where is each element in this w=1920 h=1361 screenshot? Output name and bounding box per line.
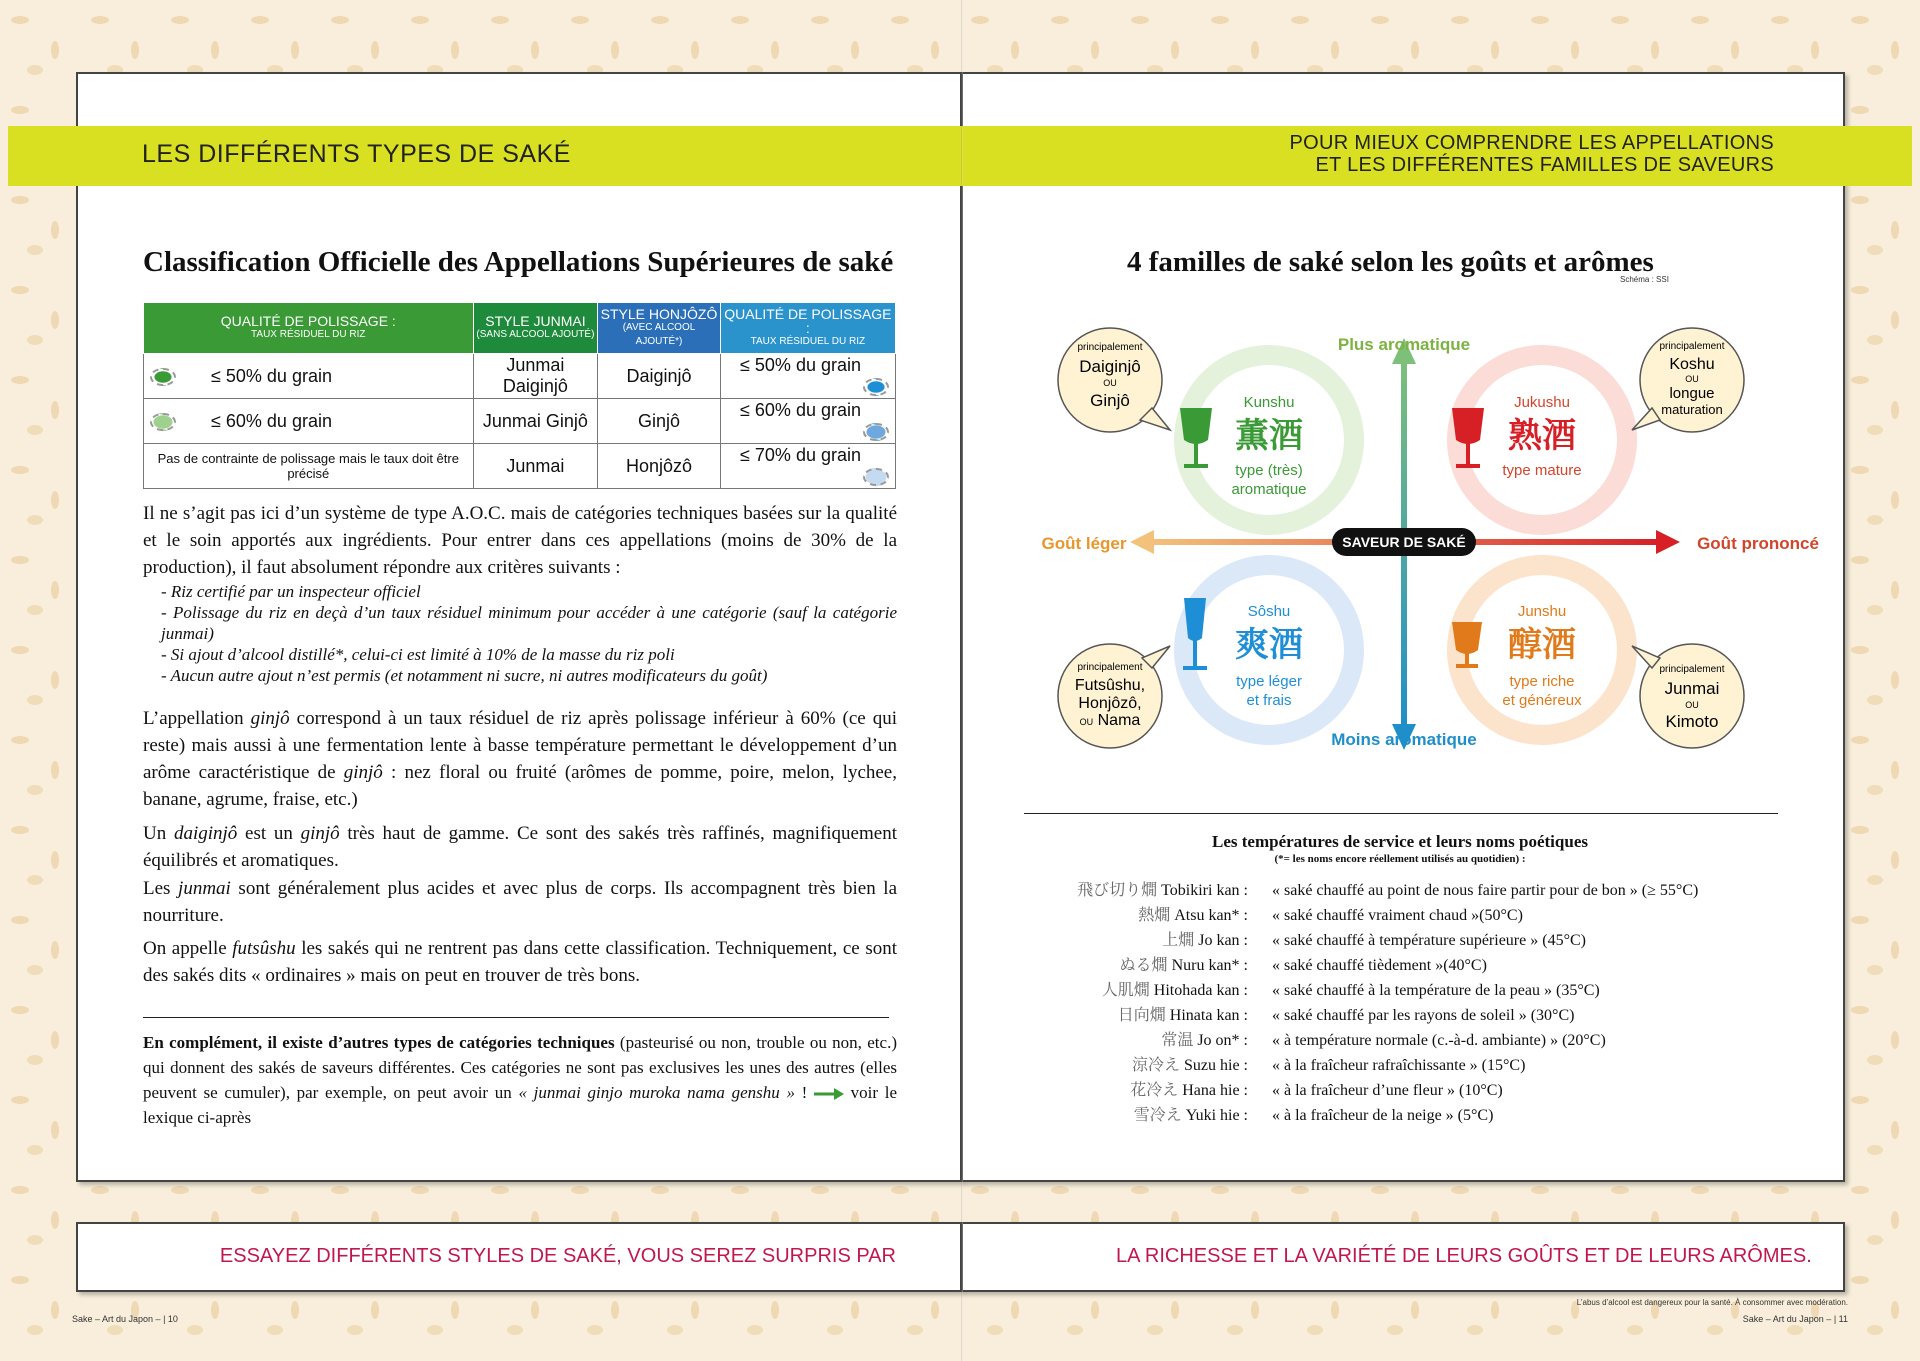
svg-text:principalement: principalement	[1659, 664, 1725, 675]
left-heading: Classification Officielle des Appellations Supérieures de saké	[143, 246, 894, 278]
soshu-name: Sôshu	[1247, 603, 1291, 620]
table-row: ≤ 60% du grain Junmai Ginjô Ginjô ≤ 60% du grain	[144, 399, 896, 444]
intro-paragraph: Il ne s’agit pas ici d’un système de type A.O.C. mais de catégories techniques basées sur la qualité et le soin apportés aux ingrédients. Pour entrer dans ces appellations (moins de 30% de la production), il faut absolument répondre aux critères suivants : - Riz certifié par un inspecteur officiel - Polissage du riz en deçà d’un taux résiduel minimum pour accéder à une catégorie (sauf la catégorie junmai) - Si ajout d’alcool distillé*, celui-ci est limité à 10% de la masse du riz poli - Aucun autre ajout n’est permis (et notamment ni sucre, ni autres modificateurs du goût)	[143, 503, 897, 685]
temperatures-title: Les températures de service et leurs noms poétiques	[1212, 832, 1588, 851]
svg-text:longue: longue	[1669, 385, 1715, 402]
junshu-desc: et généreux	[1502, 692, 1582, 709]
list-item: 花冷え Hana hie : « à la fraîcheur d’une fleur » (10°C)	[1130, 1082, 1503, 1099]
right-heading: 4 familles de saké selon les goûts et arômes	[1127, 246, 1654, 278]
list-item: 涼冷え Suzu hie : « à la fraîcheur rafraîchissante » (15°C)	[1131, 1057, 1526, 1074]
kunshu-kanji: 薫酒	[1235, 416, 1303, 456]
svg-text:maturation: maturation	[1661, 402, 1723, 417]
classification-table	[143, 302, 896, 489]
list-item: 人肌燗 Hitohada kan : « saké chauffé à la température de la peau » (35°C)	[1101, 982, 1600, 999]
arrow-right-icon	[814, 1088, 844, 1100]
svg-text:principalement: principalement	[1659, 341, 1725, 352]
jukushu-kanji: 熟酒	[1508, 416, 1576, 456]
page-number-right: Sake – Art du Japon – | 11	[1742, 1314, 1848, 1324]
rice-grain-icon	[863, 468, 889, 486]
svg-text:Koshu: Koshu	[1669, 356, 1715, 373]
table-row: ≤ 50% du grain Junmai Daiginjô Daiginjô ≤ 50% du grain	[144, 354, 896, 399]
criteria-list: - Riz certifié par un inspecteur officiel - Polissage du riz en deçà d’un taux résiduel minimum pour accéder à une catégorie (sauf la catégorie junmai) - Si ajout d’alcool distillé*, celui-ci est limité à 10% de la masse du riz poli - Aucun autre ajout n’est permis (et notamment ni sucre, ni autres modificateurs du goût)	[161, 582, 897, 685]
complement-paragraph: En complément, il existe d’autres types de catégories techniques (pasteurisé ou non, trouble ou non, etc.) qui donnent des sakés de saveurs différentes. Ces catégories ne sont pas exclusives les unes des autres (elles peuvent se cumuler), par exemple, on peut avoir un « junmai ginjo muroka nama genshu » ! voir le lexique ci-après	[143, 1033, 898, 1127]
list-item: 上燗 Jo kan : « saké chauffé à température supérieure » (45°C)	[1162, 932, 1586, 949]
list-item: 雪冷え Yuki hie : « à la fraîcheur de la neige » (5°C)	[1133, 1107, 1494, 1124]
svg-text:Kimoto: Kimoto	[1665, 712, 1719, 731]
list-item: 熱燗 Atsu kan* : « saké chauffé vraiment chaud »(50°C)	[1138, 907, 1523, 924]
footer-left-text: ESSAYEZ DIFFÉRENTS STYLES DE SAKÉ, VOUS SEREZ SURPRIS PAR	[219, 1245, 896, 1267]
table-row: Pas de contrainte de polissage mais le taux doit être précisé Junmai Honjôzô ≤ 70% du grain	[144, 444, 896, 489]
table-header: STYLE HONJÔZÔ (AVEC ALCOOL AJOUTÉ*)	[598, 303, 720, 354]
svg-text:principalement: principalement	[1077, 662, 1143, 673]
rice-grain-icon	[863, 423, 889, 441]
right-section-title: POUR MIEUX COMPRENDRE LES APPELLATIONS ET LES DIFFÉRENTES FAMILLES DE SAVEURS	[1289, 132, 1774, 176]
table-header: QUALITÉ DE POLISSAGE : TAUX RÉSIDUEL DU RIZ	[144, 303, 474, 354]
soshu-kanji: 爽酒	[1235, 625, 1303, 665]
junshu-name: Junshu	[1517, 603, 1567, 620]
table-header: STYLE JUNMAI (SANS ALCOOL AJOUTÉ)	[473, 303, 598, 354]
axis-left-label: Goût léger	[1041, 534, 1127, 553]
header-band	[8, 126, 1912, 186]
page-fold	[961, 0, 963, 1361]
rice-grain-icon	[150, 368, 176, 386]
page-number-left: Sake – Art du Japon – | 10	[72, 1314, 178, 1324]
health-warning: L’abus d’alcool est dangereux pour la santé. À consommer avec modération.	[1576, 1298, 1848, 1307]
jukushu-name: Jukushu	[1514, 394, 1570, 411]
schema-credit: Schéma : SSI	[1620, 275, 1669, 284]
list-item: 常温 Jo on* : « à température normale (c.-à-d. ambiante) » (20°C)	[1161, 1032, 1606, 1049]
speech-bubble	[1058, 644, 1170, 748]
table-header: QUALITÉ DE POLISSAGE : TAUX RÉSIDUEL DU RIZ	[720, 303, 895, 354]
lexique-link[interactable]: voir le lexique ci-après	[143, 1083, 898, 1127]
svg-text:principalement: principalement	[1077, 342, 1143, 353]
list-item: 日向燗 Hinata kan : « saké chauffé par les rayons de soleil » (30°C)	[1117, 1007, 1575, 1024]
svg-text:OU: OU	[1685, 700, 1699, 710]
svg-text:Futsûshu,: Futsûshu,	[1074, 677, 1146, 694]
rice-grain-icon	[150, 413, 176, 431]
junshu-kanji: 醇酒	[1508, 625, 1576, 665]
left-section-title: LES DIFFÉRENTS TYPES DE SAKÉ	[142, 140, 571, 168]
axis-bottom-label: Moins aromatique	[1331, 730, 1477, 749]
svg-text:OU: OU	[1103, 378, 1117, 388]
list-item: ぬる燗 Nuru kan* : « saké chauffé tièdement »(40°C)	[1119, 957, 1487, 974]
kunshu-desc: type (très)	[1235, 462, 1303, 479]
speech-bubble	[1632, 644, 1744, 748]
junshu-desc: type riche	[1509, 673, 1575, 690]
junmai-paragraph: Les junmai sont généralement plus acides et avec plus de corps. Ils accompagnent très bien la nourriture.	[143, 878, 898, 926]
temperatures-note: (*= les noms encore réellement utilisés au quotidien) :	[1274, 853, 1526, 865]
daiginjo-paragraph: Un daiginjô est un ginjô très haut de gamme. Ce sont des sakés très raffinés, magnifiquement équilibrés et aromatiques.	[143, 823, 897, 871]
ginjo-paragraph: L’appellation ginjô correspond à un taux résiduel de riz après polissage inférieur à 60% (ce qui reste) mais aussi à une fermentation lente à basse température permettant le développement d’un arôme caractéristique de ginjô : nez floral ou fruité (arômes de pomme, poire, melon, lychee, banane, agrume, fraise, etc.)	[143, 708, 897, 810]
svg-text:Junmai: Junmai	[1664, 679, 1720, 698]
jukushu-desc: type mature	[1502, 462, 1582, 479]
svg-text:Honjôzô,: Honjôzô,	[1078, 695, 1142, 712]
futsushu-paragraph: On appelle futsûshu les sakés qui ne rentrent pas dans cette classification. Techniquement, ce sont des sakés dits « ordinaires » mais on peut en trouver de très bons.	[143, 938, 897, 986]
footer-right-text: LA RICHESSE ET LA VARIÉTÉ DE LEURS GOÛTS ET DE LEURS ARÔMES.	[1116, 1245, 1812, 1267]
svg-text:OU Nama: OU Nama	[1079, 712, 1141, 729]
flavor-diagram	[1020, 320, 1820, 770]
list-item: 飛び切り燗 Tobikiri kan : « saké chauffé au point de nous faire partir pour de bon » (≥ 55°C)	[1077, 882, 1699, 899]
svg-text:Daiginjô: Daiginjô	[1079, 357, 1141, 376]
axis-right-label: Goût prononcé	[1697, 534, 1819, 553]
speech-bubble	[1632, 328, 1744, 432]
axis-top-label: Plus aromatique	[1337, 335, 1471, 354]
soshu-desc: type léger	[1236, 673, 1302, 690]
svg-text:Ginjô: Ginjô	[1090, 391, 1130, 410]
kunshu-desc: aromatique	[1231, 481, 1307, 498]
soshu-desc: et frais	[1246, 692, 1292, 709]
svg-text:OU: OU	[1685, 374, 1699, 384]
speech-bubble	[1058, 328, 1170, 432]
rice-grain-icon	[863, 378, 889, 396]
center-label: SAVEUR DE SAKÉ	[1342, 534, 1466, 550]
divider	[143, 1017, 889, 1018]
temperatures-list	[1000, 878, 1760, 1128]
divider	[1024, 813, 1778, 814]
kunshu-name: Kunshu	[1243, 394, 1295, 411]
